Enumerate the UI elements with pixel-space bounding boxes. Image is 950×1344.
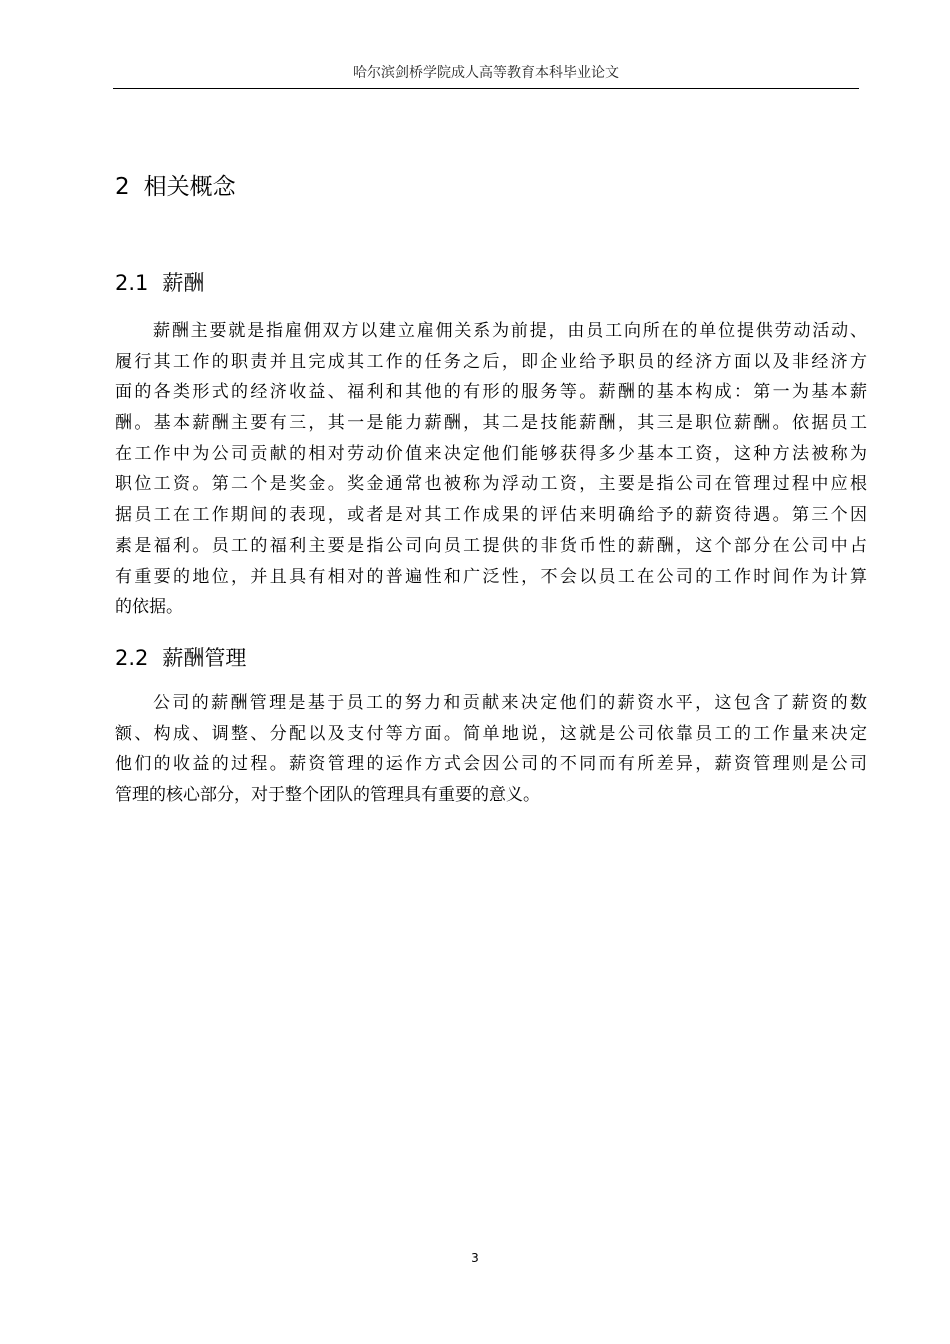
page-number: 3 bbox=[471, 1251, 479, 1265]
section-number: 2.2 bbox=[115, 646, 149, 670]
chapter-title bbox=[115, 170, 236, 204]
text-line: 据员工在工作期间的表现，或者是对其工作成果的评估来明确给予的薪资待遇。第三个因 bbox=[115, 505, 867, 526]
text-line: 面的各类形式的经济收益、福利和其他的有形的服务等。薪酬的基本构成：第一为基本薪 bbox=[115, 382, 867, 403]
running-header: 哈尔滨剑桥学院成人高等教育本科毕业论文 bbox=[353, 65, 619, 81]
text-line: 的依据。 bbox=[115, 597, 183, 618]
chapter-title-text: 相关概念 bbox=[143, 174, 236, 200]
text-line: 管理的核心部分，对于整个团队的管理具有重要的意义。 bbox=[115, 785, 540, 806]
text-line: 有重要的地位，并且具有相对的普遍性和广泛性，不会以员工在公司的工作时间作为计算 bbox=[115, 566, 867, 587]
section-heading-salary bbox=[115, 268, 204, 298]
paragraph-salary bbox=[115, 316, 867, 623]
paragraph-salary-management bbox=[115, 688, 867, 811]
section-number: 2.1 bbox=[115, 271, 149, 295]
text-line: 素是福利。员工的福利主要是指公司向员工提供的非货币性的薪酬，这个部分在公司中占 bbox=[115, 535, 867, 556]
header-divider bbox=[113, 88, 859, 89]
text-line: 薪酬主要就是指雇佣双方以建立雇佣关系为前提，由员工向所在的单位提供劳动活动、 bbox=[153, 321, 867, 341]
text-line: 在工作中为公司贡献的相对劳动价值来决定他们能够获得多少基本工资，这种方法被称为 bbox=[115, 443, 867, 464]
section-title-text: 薪酬 bbox=[162, 271, 205, 295]
text-line: 他们的收益的过程。薪资管理的运作方式会因公司的不同而有所差异，薪资管理则是公司 bbox=[115, 754, 867, 775]
section-heading-salary-management bbox=[115, 643, 246, 673]
text-line: 酬。基本薪酬主要有三，其一是能力薪酬，其二是技能薪酬，其三是职位薪酬。依据员工 bbox=[115, 413, 867, 434]
chapter-number: 2 bbox=[115, 174, 130, 200]
text-line: 职位工资。第二个是奖金。奖金通常也被称为浮动工资，主要是指公司在管理过程中应根 bbox=[115, 474, 867, 495]
text-line: 履行其工作的职责并且完成其工作的任务之后，即企业给予职员的经济方面以及非经济方 bbox=[115, 351, 867, 372]
section-title-text: 薪酬管理 bbox=[162, 646, 247, 670]
text-line: 公司的薪酬管理是基于员工的努力和贡献来决定他们的薪资水平，这包含了薪资的数 bbox=[153, 693, 867, 713]
text-line: 额、构成、调整、分配以及支付等方面。简单地说，这就是公司依靠员工的工作量来决定 bbox=[115, 723, 867, 744]
